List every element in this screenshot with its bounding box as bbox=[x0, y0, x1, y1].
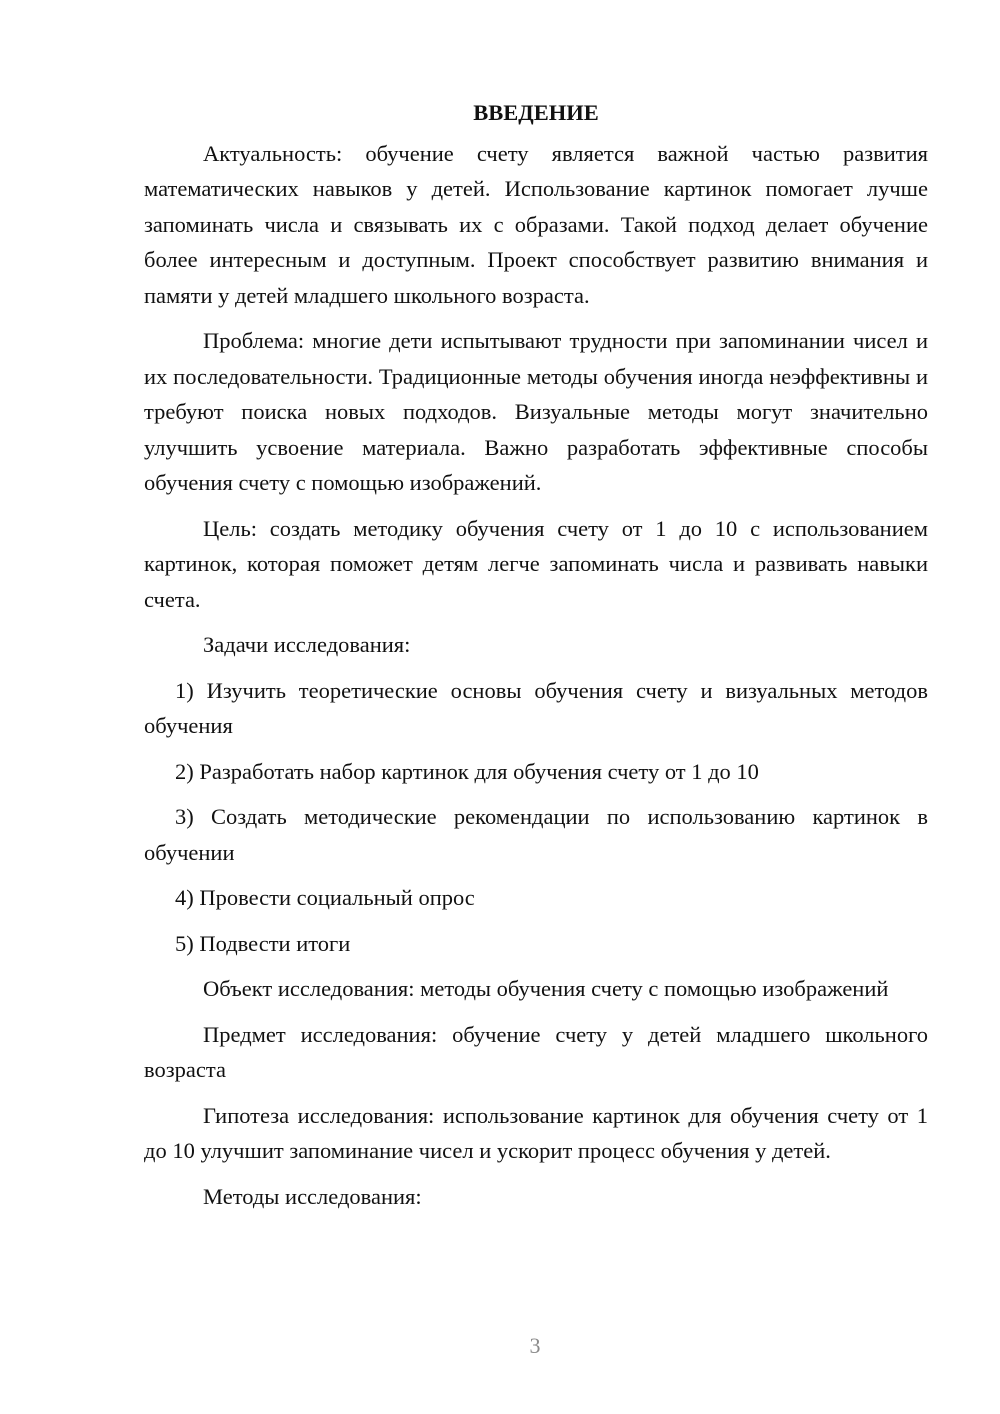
paragraph-object: Объект исследования: методы обучения счету с помощью изображений bbox=[203, 976, 889, 1001]
page-number: 3 bbox=[529, 1333, 541, 1358]
tasks-heading: Задачи исследования: bbox=[203, 632, 411, 657]
paragraph-subject: Предмет исследования: обучение счету у детей младшего школьного возраста bbox=[144, 1021, 928, 1082]
task-item-2: 2) Разработать набор картинок для обучения счету от 1 до 10 bbox=[175, 758, 759, 784]
methods-heading: Методы исследования: bbox=[203, 1183, 422, 1209]
section-title: ВВЕДЕНИЕ bbox=[473, 100, 599, 125]
paragraph-relevance: Актуальность: обучение счету является важной частью развития математических навыков у детей. Использование картинок помогает лучше запоминать числа и связывать их с образами. Такой подход делает обучение более интересным и доступным. Проект способствует развитию внимания и памяти у детей младшего школьного возраста. bbox=[144, 140, 928, 308]
paragraph-hypothesis: Гипотеза исследования: использование картинок для обучения счету от 1 до 10 улучшит запоминание чисел и ускорит процесс обучения у детей. bbox=[144, 1102, 928, 1163]
paragraph-goal: Цель: создать методику обучения счету от 1 до 10 с использованием картинок, которая поможет детям легче запоминать числа и развивать навыки счета. bbox=[144, 515, 928, 612]
document-body bbox=[144, 95, 928, 1224]
task-item-1: 1) Изучить теоретические основы обучения счету и визуальных методов обучения bbox=[144, 677, 928, 738]
task-item-4: 4) Провести социальный опрос bbox=[175, 885, 475, 910]
task-item-5: 5) Подвести итоги bbox=[175, 930, 351, 956]
paragraph-problem: Проблема: многие дети испытывают трудности при запоминании чисел и их последовательности. Традиционные методы обучения иногда неэффективны и требуют поиска новых подходов. Визуальные методы могут значительно улучшить усвоение материала. Важно разработать эффективные способы обучения счету с помощью изображений. bbox=[144, 328, 928, 495]
task-item-3: 3) Создать методические рекомендации по использованию картинок в обучении bbox=[144, 804, 928, 865]
